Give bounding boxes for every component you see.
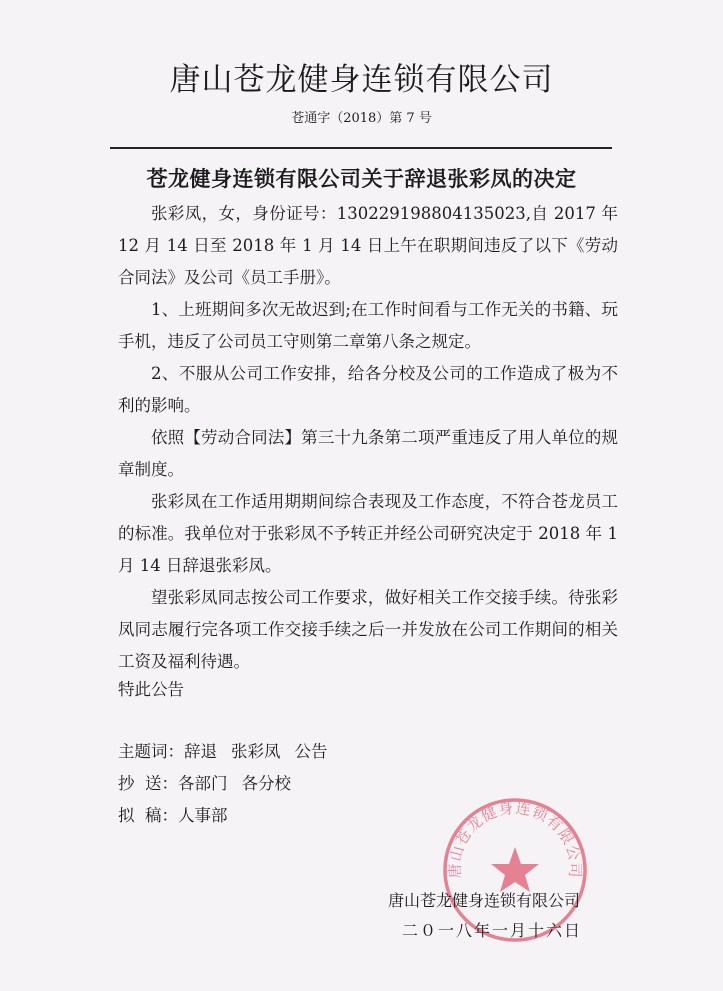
drafter-value: 人事部 bbox=[178, 806, 228, 825]
paragraph-legal-basis: 依照【劳动合同法】第三十九条第二项严重违反了用人单位的规章制度。 bbox=[118, 428, 618, 479]
subject-item: 张彩凤 bbox=[231, 742, 281, 761]
paragraph-handover: 望张彩凤同志按公司工作要求，做好相关工作交接手续。待张彩凤同志履行完各项工作交接手续之后一并发放在公司工作期间的相关工资及福利待遇。 bbox=[118, 588, 618, 671]
drafter-label: 拟 稿： bbox=[118, 806, 178, 825]
cc-label: 抄 送： bbox=[118, 774, 178, 793]
cc-item: 各分校 bbox=[241, 774, 291, 793]
subject-item: 辞退 bbox=[184, 742, 217, 761]
signature-block bbox=[388, 886, 582, 946]
seal-text: 唐山苍龙健身连锁有限公司 bbox=[445, 798, 585, 879]
notice-closing: 特此公告 bbox=[118, 680, 184, 699]
company-header-title: 唐山苍龙健身连锁有限公司 bbox=[169, 62, 554, 98]
header-divider bbox=[110, 147, 612, 149]
document-number: 苍通字（2018）第 7 号 bbox=[291, 111, 432, 126]
cc-item: 各部门 bbox=[178, 774, 228, 793]
cc-row bbox=[118, 768, 328, 800]
paragraph-item-2: 2、不服从公司工作安排，给各分校及公司的工作造成了极为不利的影响。 bbox=[118, 364, 618, 415]
signature-company: 唐山苍龙健身连锁有限公司 bbox=[388, 891, 581, 910]
document-body bbox=[118, 198, 618, 678]
paragraph-item-1: 1、上班期间多次无故迟到;在工作时间看与工作无关的书籍、玩手机，违反了公司员工守则第二章第八条之规定。 bbox=[118, 300, 618, 351]
document-title: 苍龙健身连锁有限公司关于辞退张彩凤的决定 bbox=[146, 166, 577, 191]
document-meta bbox=[118, 736, 328, 832]
subject-row bbox=[118, 736, 328, 768]
signature-date: 二０一八年一月十六日 bbox=[402, 921, 583, 940]
drafter-row bbox=[118, 800, 328, 832]
paragraph-decision: 张彩凤在工作适用期期间综合表现及工作态度，不符合苍龙员工的标准。我单位对于张彩凤不予转正并经公司研究决定于 2018 年 1 月 14 日辞退张彩凤。 bbox=[118, 492, 618, 575]
paragraph-intro: 张彩凤，女，身份证号：130229198804135023,自 2017 年 12 月 14 日至 2018 年 1 月 14 日上午在职期间违反了以下《劳动合同法》及公司《员工手册》。 bbox=[118, 204, 618, 287]
subject-item: 公告 bbox=[294, 742, 328, 761]
subject-label: 主题词： bbox=[118, 742, 184, 761]
